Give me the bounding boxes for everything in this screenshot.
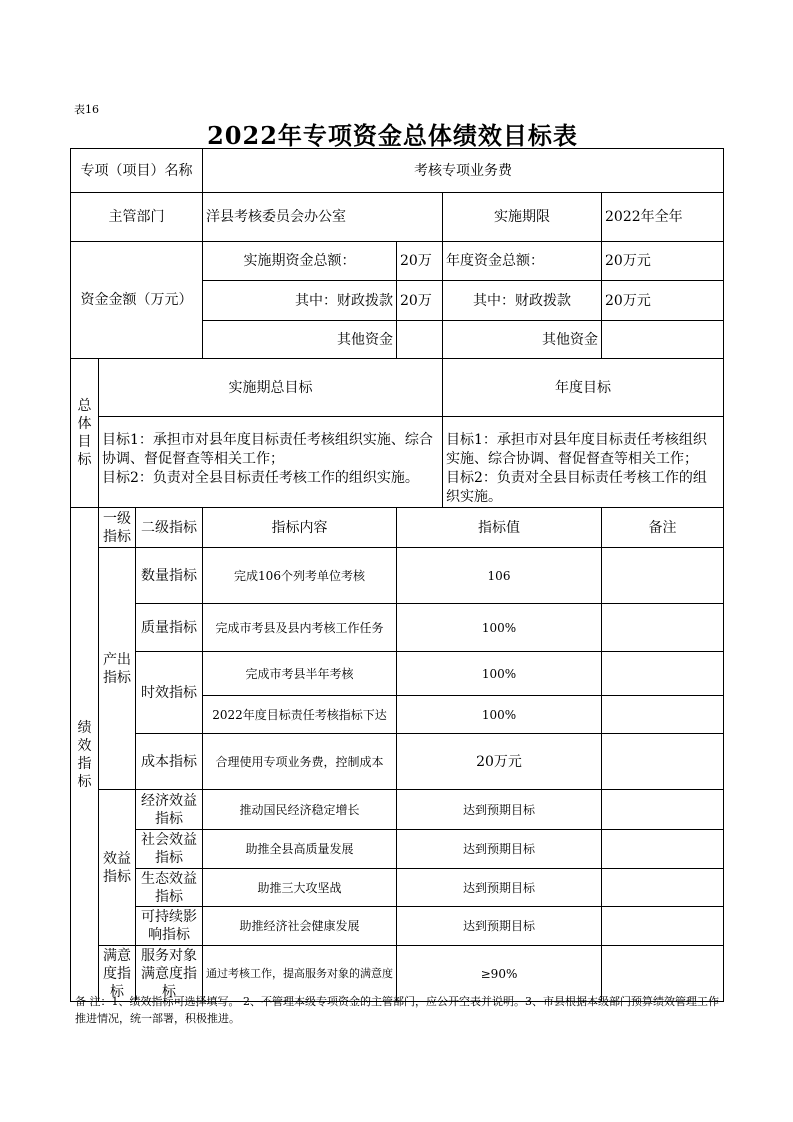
annual-other-value [602,321,724,359]
quality-label: 质量指标 [136,604,203,652]
header-content: 指标内容 [203,508,397,548]
quantity-content: 完成106个列考单位考核 [203,548,397,604]
social-label: 社会效益指标 [136,830,203,869]
period-goal-header: 实施期总目标 [99,359,443,417]
benefit-label: 效益指标 [99,790,136,946]
period-goal-text: 目标1：承担市对县年度目标责任考核组织实施、综合协调、督促督查等相关工作； 目标2：负责对全县目标责任考核工作的组织实施。 [99,417,443,508]
goals-label: 总体目标 [71,359,99,508]
annual-other-label: 其他资金 [443,321,602,359]
cost-remark [602,734,724,790]
header-level2: 二级指标 [136,508,203,548]
funds-row-total [71,242,724,281]
table-row [71,869,724,907]
table-row [71,907,724,946]
satisfaction-label: 满意度指标 [99,946,136,1002]
timeliness-remark-2 [602,696,724,734]
economic-content: 推动国民经济稳定增长 [203,790,397,830]
annual-goal-text: 目标1：承担市对县年度目标责任考核组织实施、综合协调、督促督查等相关工作； 目标2：负责对全县目标责任考核工作的组织实施。 [443,417,724,508]
goals-text-row [71,417,724,508]
economic-value: 达到预期目标 [397,790,602,830]
service-value: ≥90% [397,946,602,1002]
economic-remark [602,790,724,830]
dept-label: 主管部门 [71,193,203,242]
funds-total-value: 20万 [397,242,443,281]
sustainable-remark [602,907,724,946]
timeliness-content-2: 2022年度目标责任考核指标下达 [203,696,397,734]
funds-other-label: 其他资金 [203,321,397,359]
funds-total-label: 实施期资金总额： [203,242,397,281]
table-number: 表16 [74,103,99,116]
funds-other-value [397,321,443,359]
header-value: 指标值 [397,508,602,548]
sustainable-label: 可持续影响指标 [136,907,203,946]
annual-total-value: 20万元 [602,242,724,281]
social-content: 助推全县高质量发展 [203,830,397,869]
table-row [71,652,724,696]
timeliness-value-2: 100% [397,696,602,734]
annual-total-label: 年度资金总额： [443,242,602,281]
timeliness-label: 时效指标 [136,652,203,734]
quantity-value: 106 [397,548,602,604]
ecological-content: 助推三大攻坚战 [203,869,397,907]
timeliness-content-1: 完成市考县半年考核 [203,652,397,696]
sustainable-content: 助推经济社会健康发展 [203,907,397,946]
timeliness-value-1: 100% [397,652,602,696]
funds-fiscal-value: 20万 [397,281,443,321]
ecological-value: 达到预期目标 [397,869,602,907]
funds-fiscal-label: 其中：财政拨款 [203,281,397,321]
ecological-remark [602,869,724,907]
indicators-label: 绩效指标 [71,508,99,1002]
social-remark [602,830,724,869]
performance-target-table [70,148,724,1002]
service-content: 通过考核工作，提高服务对象的满意度 [203,946,397,1002]
dept-row [71,193,724,242]
project-value: 考核专项业务费 [203,149,724,193]
dept-value: 洋县考核委员会办公室 [203,193,443,242]
footnote: 备 注：1、绩效指标可选择填写。 2、不管理本级专项资金的主管部门，应公开空表并说明。3、市县根据本级部门预算绩效管理工作推进情况，统一部署，积极推进。 [75,995,719,1025]
project-row [71,149,724,193]
indicator-header-row [71,508,724,548]
period-value: 2022年全年 [602,193,724,242]
header-level1: 一级指标 [99,508,136,548]
header-remark: 备注 [602,508,724,548]
annual-fiscal-label: 其中：财政拨款 [443,281,602,321]
table-row [71,734,724,790]
table-row [71,604,724,652]
cost-value: 20万元 [397,734,602,790]
table-row [71,790,724,830]
annual-goal-header: 年度目标 [443,359,724,417]
ecological-label: 生态效益指标 [136,869,203,907]
social-value: 达到预期目标 [397,830,602,869]
output-label: 产出指标 [99,548,136,790]
quality-content: 完成市考县及县内考核工作任务 [203,604,397,652]
funds-label: 资金金额（万元） [71,242,203,359]
quality-remark [602,604,724,652]
sustainable-value: 达到预期目标 [397,907,602,946]
timeliness-remark-1 [602,652,724,696]
economic-label: 经济效益指标 [136,790,203,830]
quantity-remark [602,548,724,604]
goals-header-row [71,359,724,417]
quantity-label: 数量指标 [136,548,203,604]
table-row [71,830,724,869]
annual-fiscal-value: 20万元 [602,281,724,321]
period-label: 实施期限 [443,193,602,242]
page-title: 2022年专项资金总体绩效目标表 [207,121,578,150]
cost-content: 合理使用专项业务费，控制成本 [203,734,397,790]
cost-label: 成本指标 [136,734,203,790]
quality-value: 100% [397,604,602,652]
project-label: 专项（项目）名称 [71,149,203,193]
table-row [71,548,724,604]
service-label: 服务对象满意度指标 [136,946,203,1002]
